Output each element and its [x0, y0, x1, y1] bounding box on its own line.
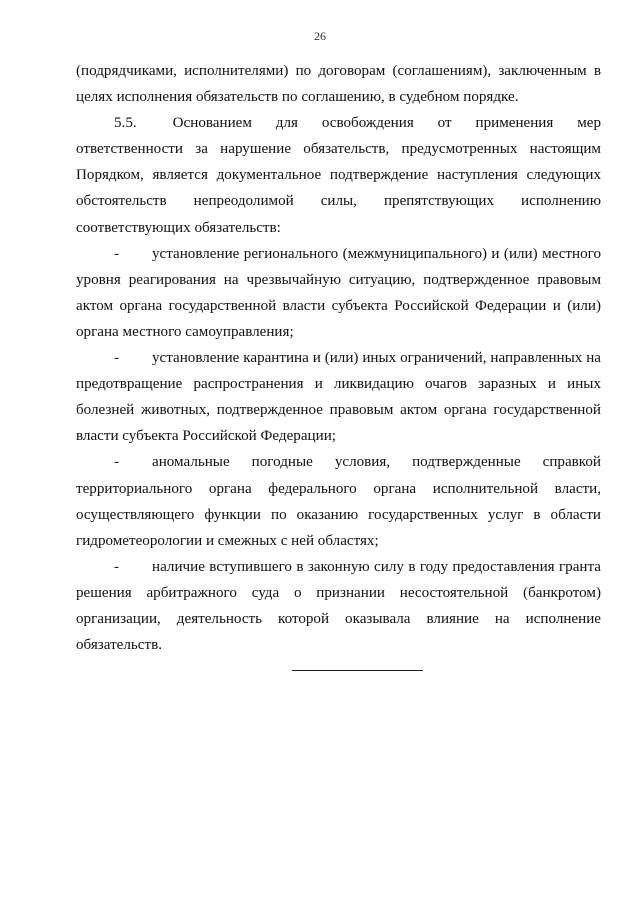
bullet-marker: -	[114, 245, 120, 262]
page-number: 26	[314, 29, 326, 43]
bullet-text: аномальные погодные условия, подтвержденные справкой территориального органа федерального органа исполнительной власти, осуществляющего функции по оказанию государственных услуг в области гидрометеорологии и смежных с ней областях;	[76, 454, 601, 549]
bullet-item-1	[76, 241, 601, 345]
clause-text: Основанием для освобождения от применения мер ответственности за нарушение обязательств, предусмотренных настоящим Порядком, является документальное подтверждение наступления следующих обстоятельств непреодолимой силы, препятствующих исполнению соответствующих обязательств:	[76, 115, 601, 236]
continuation-paragraph: (подрядчиками, исполнителями) по договорам (соглашениям), заключенным в целях исполнения обязательств по соглашению, в судебном порядке.	[76, 63, 601, 106]
bullet-text: установление регионального (межмуниципального) и (или) местного уровня реагирования на чрезвычайную ситуацию, подтвержденное правовым актом органа государственной власти субъекта Российской Федерации и (или) органа местного самоуправления;	[76, 245, 601, 340]
bullet-marker: -	[114, 558, 120, 575]
document-body	[76, 58, 601, 658]
clause-number: 5.5.	[114, 115, 137, 132]
end-separator-line	[292, 670, 423, 671]
bullet-item-4	[76, 554, 601, 658]
bullet-text: наличие вступившего в законную силу в году предоставления гранта решения арбитражного суда о признании несостоятельной (банкротом) организации, деятельность которой оказывала влияние на исполнение обязательств.	[76, 558, 601, 654]
bullet-marker: -	[114, 350, 120, 367]
bullet-item-3	[76, 449, 601, 553]
bullet-text: установление карантина и (или) иных ограничений, направленных на предотвращение распространения и ликвидацию очагов заразных и иных болезней животных, подтвержденное правовым актом органа государственной власти субъекта Российской Федерации;	[76, 350, 601, 445]
bullet-marker: -	[114, 454, 120, 471]
clause-5-5-paragraph	[76, 110, 601, 240]
bullet-item-2	[76, 345, 601, 449]
